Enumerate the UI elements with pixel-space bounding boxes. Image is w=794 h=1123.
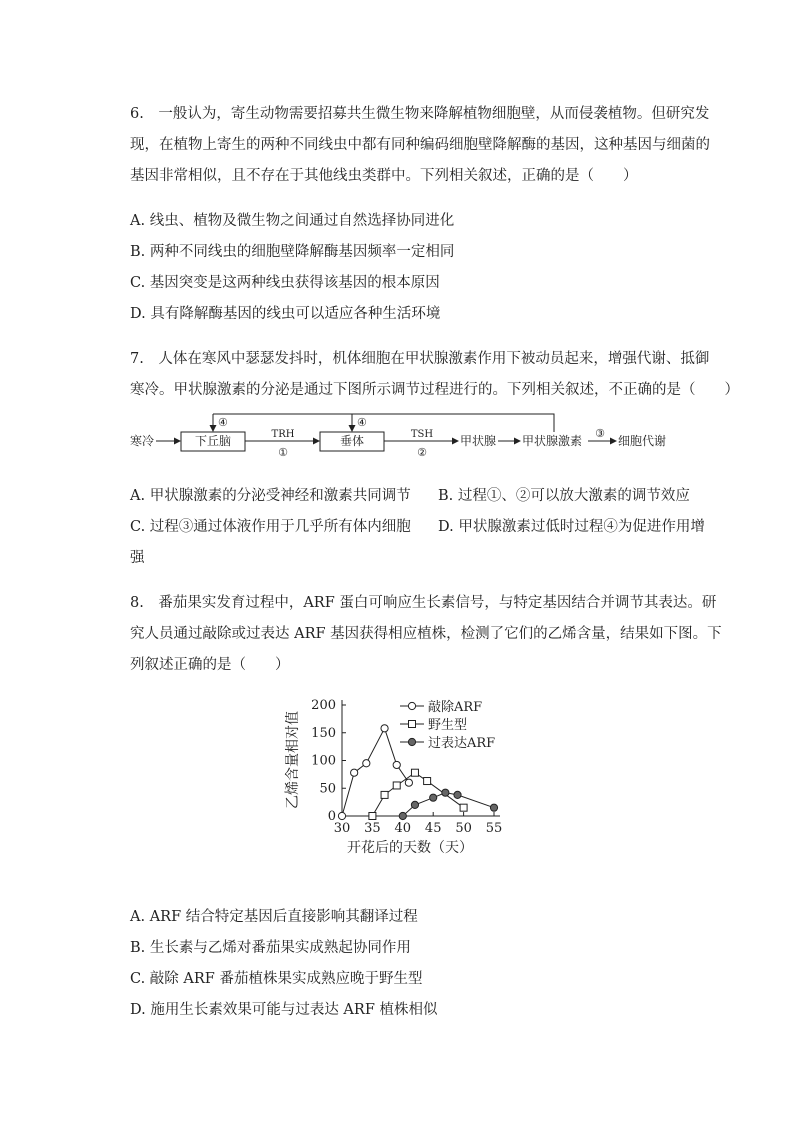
y-tick-label: 150 <box>311 725 336 741</box>
q6-option-c: C. 基因突变是这两种线虫获得该基因的根本原因 <box>130 275 440 291</box>
pituitary-label: 垂体 <box>339 434 365 448</box>
y-tick-label: 200 <box>311 698 336 713</box>
q6-stem-line: 现，在植物上寄生的两种不同线虫中都有同种编码细胞壁降解酶的基因，这种基因与细菌的 <box>130 137 710 153</box>
data-point <box>363 760 370 767</box>
q8-option-c: C. 敲除 ARF 番茄植株果实成熟应晚于野生型 <box>130 971 423 987</box>
y-tick-label: 0 <box>327 809 336 824</box>
q6-stem-line: 基因非常相似，且不存在于其他线虫类群中。下列相关叙述，正确的是（ ） <box>130 168 638 184</box>
q7-option-b: B. 过程①、②可以放大激素的调节效应 <box>438 488 690 504</box>
ethylene-chart <box>282 692 522 862</box>
step3-label: ③ <box>595 427 605 440</box>
q8-option-b: B. 生长素与乙烯对番茄果实成熟起协同作用 <box>130 940 411 956</box>
data-point <box>369 813 376 820</box>
q8-stem-line: 8. 番茄果实发育过程中，ARF 蛋白可响应生长素信号，与特定基因结合并调节其表达。研 <box>130 595 717 611</box>
legend-marker <box>409 721 416 728</box>
thyroid-label: 甲状腺 <box>460 434 497 448</box>
data-point <box>351 769 358 776</box>
q7-option-d: D. 甲状腺激素过低时过程④为促进作用增 <box>438 519 705 535</box>
x-tick-label: 35 <box>364 821 381 836</box>
data-point <box>338 812 345 819</box>
legend-label: 野生型 <box>428 718 468 733</box>
x-tick-label: 55 <box>485 821 503 836</box>
y-tick-label: 50 <box>319 781 336 797</box>
q8-option-a: A. ARF 结合特定基因后直接影响其翻译过程 <box>130 909 418 925</box>
data-point <box>454 791 461 798</box>
data-point <box>460 804 467 811</box>
legend-marker <box>408 702 415 709</box>
data-point <box>430 794 437 801</box>
cold-label: 寒冷 <box>130 434 155 448</box>
q8-stem-line: 究人员通过敲除或过表达 ARF 基因获得相应植株，检测了它们的乙烯含量，结果如下图。下 <box>130 626 722 642</box>
data-point <box>393 782 400 789</box>
data-point <box>405 779 412 786</box>
trh-label: TRH <box>271 429 295 440</box>
q7-stem-line: 寒冷。甲状腺激素的分泌是通过下图所示调节过程进行的。下列相关叙述，不正确的是（ ） <box>130 382 739 398</box>
step1-label: ① <box>278 446 288 459</box>
q7-option-d-cont: 强 <box>130 550 145 566</box>
hypothalamus-label: 下丘脑 <box>194 434 232 448</box>
data-point <box>393 761 400 768</box>
x-tick-label: 40 <box>394 821 412 836</box>
q6-option-d: D. 具有降解酶基因的线虫可以适应各种生活环境 <box>130 306 441 322</box>
q6-option-a: A. 线虫、植物及微生物之间通过自然选择协同进化 <box>130 213 455 229</box>
q7-option-c: C. 过程③通过体液作用于几乎所有体内细胞 <box>130 519 411 535</box>
q7-stem-line: 7. 人体在寒风中瑟瑟发抖时，机体细胞在甲状腺激素作用下被动员起来，增强代谢、抵御 <box>130 351 710 367</box>
data-point <box>490 804 497 811</box>
x-tick-label: 45 <box>424 821 442 836</box>
data-point <box>442 789 449 796</box>
legend-marker <box>408 738 415 745</box>
feedback1-label: ④ <box>218 416 228 429</box>
q6-option-b: B. 两种不同线虫的细胞壁降解酶基因频率一定相同 <box>130 244 455 260</box>
data-point <box>411 769 418 776</box>
y-axis-label: 乙烯含量相对值 <box>285 711 301 809</box>
data-point <box>411 801 418 808</box>
x-axis-label: 开花后的天数（天） <box>347 840 473 856</box>
data-point <box>381 791 388 798</box>
data-point <box>381 725 388 732</box>
legend-label: 过表达ARF <box>428 736 496 751</box>
feedback2-label: ④ <box>357 416 367 429</box>
step2-label: ② <box>417 446 427 459</box>
metabolism-label: 细胞代谢 <box>618 434 667 448</box>
data-point <box>424 778 431 785</box>
q7-option-a: A. 甲状腺激素的分泌受神经和激素共同调节 <box>130 488 411 504</box>
q8-stem-line: 列叙述正确的是（ ） <box>130 657 290 673</box>
thyroid-regulation-diagram <box>128 410 708 466</box>
q8-option-d: D. 施用生长素效果可能与过表达 ARF 植株相似 <box>130 1002 438 1018</box>
legend-label: 敲除ARF <box>428 700 483 715</box>
tsh-label: TSH <box>410 429 434 440</box>
y-tick-label: 100 <box>311 753 336 769</box>
q6-stem-line: 6. 一般认为，寄生动物需要招募共生微生物来降解植物细胞壁，从而侵袭植物。但研究发 <box>130 106 710 122</box>
feedback-line <box>213 414 554 432</box>
hormone-label: 甲状腺激素 <box>522 434 583 448</box>
x-tick-label: 30 <box>333 821 351 836</box>
data-point <box>399 812 406 819</box>
x-tick-label: 50 <box>455 821 472 836</box>
